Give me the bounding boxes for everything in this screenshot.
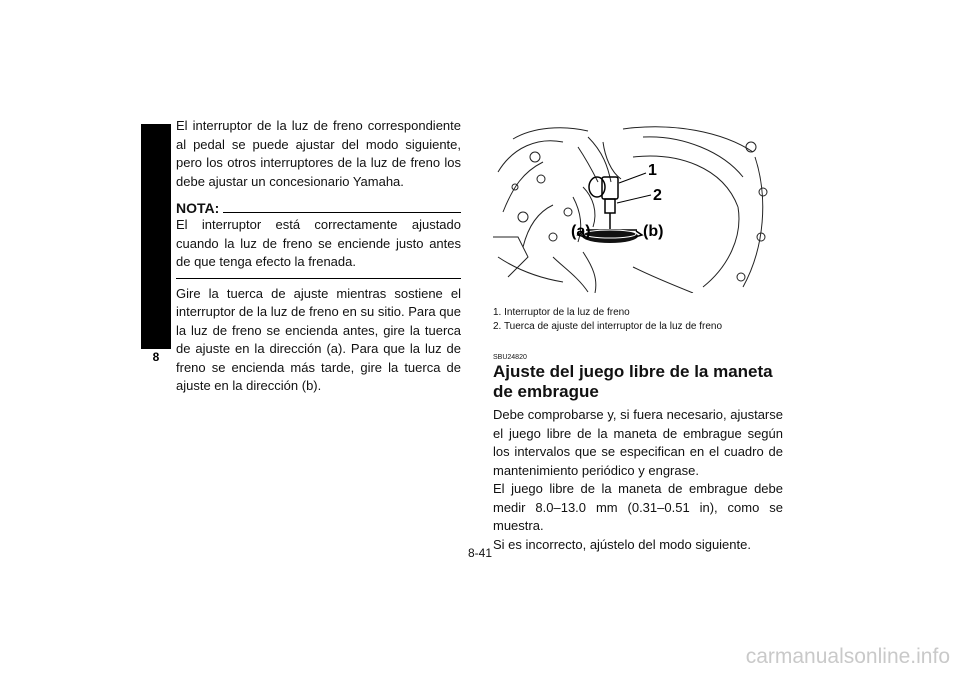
note-label: NOTA: [176,200,220,216]
note-header [176,200,461,216]
callout-a: (a) [571,223,591,240]
brake-switch-illustration [493,117,782,293]
section-paragraph-2: El juego libre de la maneta de embrague debe medir 8.0–13.0 mm (0.31–0.51 in), como se muestra. [493,481,783,533]
note-end-rule [176,278,461,279]
callout-2: 2 [653,187,662,204]
caption-1: 1. Interruptor de la luz de freno [493,307,630,318]
section-paragraph-1: Debe comprobarse y, si fuera necesario, ajustarse el juego libre de la maneta de embrague según los intervalos que se especifican en el cuadro de mantenimiento periódico y engrase. [493,407,783,478]
callout-b: (b) [643,223,664,240]
watermark: carmanualsonline.info [745,645,950,668]
right-column [493,117,783,554]
figure-captions [493,306,783,334]
section-code: SBU24820 [493,354,527,361]
brake-switch-figure [493,117,782,293]
note-rule [223,212,461,213]
instruction-paragraph: Gire la tuerca de ajuste mientras sostiene el interruptor de la luz de freno en su sitio. Para que la luz de freno se encienda antes, gire la tuerca de ajuste en la dirección (a). Para que la luz de freno se encienda más tarde, gire la tuerca de ajuste en la dirección (b). [176,285,461,393]
section-paragraph-3: Si es incorrecto, ajústelo del modo siguiente. [493,536,751,552]
caption-2: 2. Tuerca de ajuste del interruptor de la luz de freno [493,321,723,332]
section-title: Ajuste del juego libre de la maneta de embrague [493,362,773,401]
chapter-tab [141,124,171,349]
page-number: 8-41 [467,546,493,560]
intro-paragraph: El interruptor de la luz de freno correspondiente al pedal se puede ajustar del modo siguiente, pero los otros interruptores de la luz de freno los debe ajustar un concesionario Yamaha. [176,118,461,189]
left-column [176,117,461,396]
chapter-number: 8 [152,350,160,364]
note-text: El interruptor está correctamente ajustado cuando la luz de freno se enciende justo antes de que tenga efecto la frenada. [176,217,461,269]
callout-1: 1 [648,162,657,179]
